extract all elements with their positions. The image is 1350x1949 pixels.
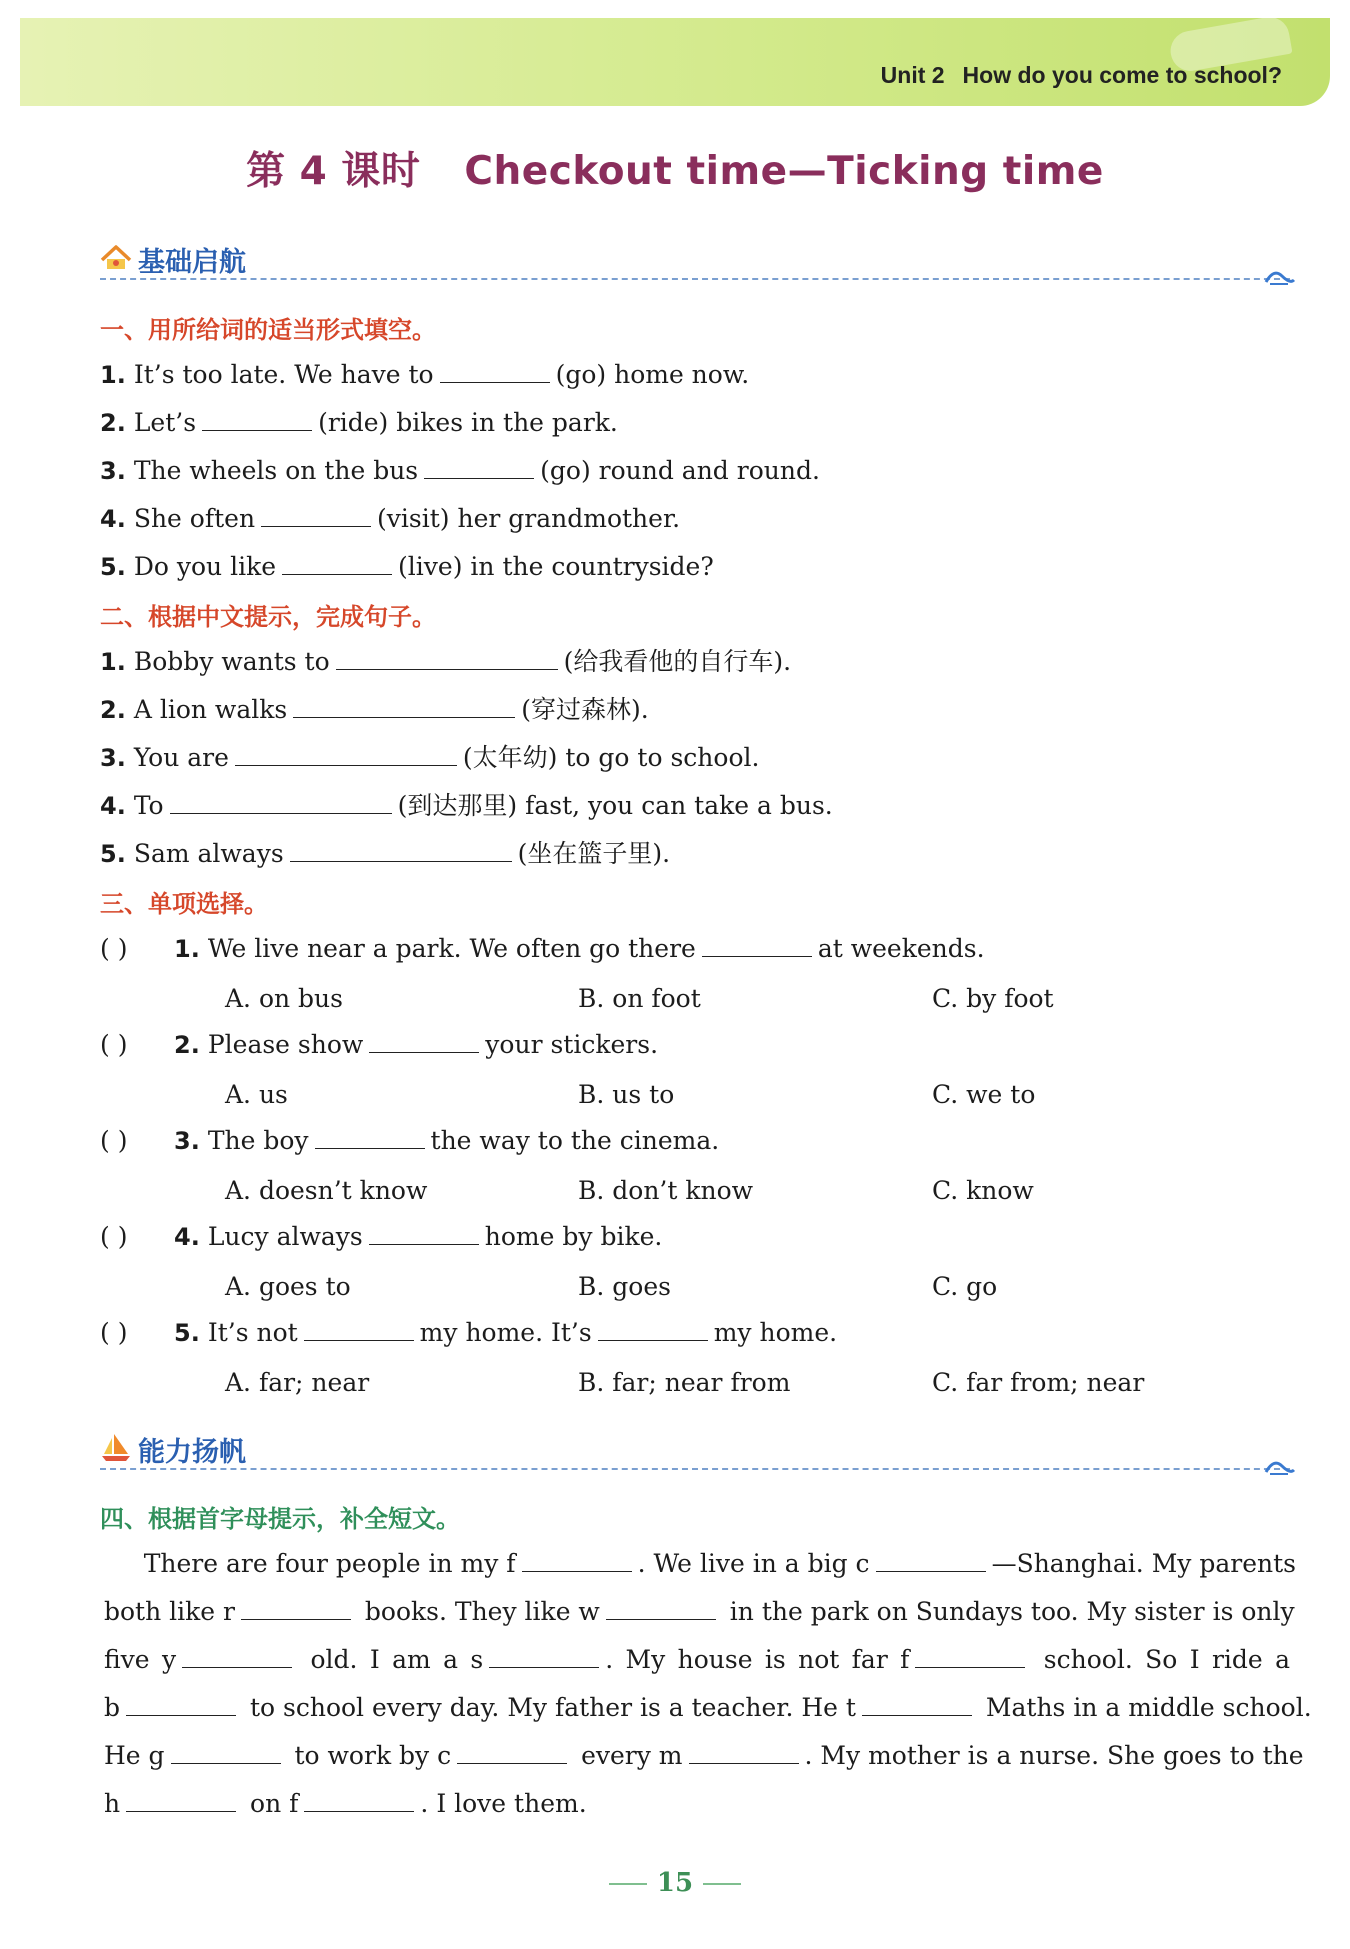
answer-blank xyxy=(315,1124,425,1149)
option-a[interactable]: A. far; near xyxy=(225,1368,370,1397)
option-c[interactable]: C. far from; near xyxy=(932,1368,1145,1397)
answer-blank xyxy=(369,1220,479,1245)
answer-paren[interactable]: ( ) xyxy=(100,1126,128,1155)
part1-item-1: 1. It’s too late. We have to (go) home now. xyxy=(100,360,750,389)
house-sun-icon xyxy=(100,242,132,272)
option-c[interactable]: C. by foot xyxy=(932,984,1054,1013)
answer-blank[interactable] xyxy=(126,1787,236,1812)
answer-blank[interactable] xyxy=(336,645,558,670)
passage-line: There are four people in my f . We live in a big c —Shanghai. My parents xyxy=(143,1549,1296,1578)
answer-blank xyxy=(702,932,812,957)
part3-question-5: ( ) 5. It’s not my home. It’s my home. xyxy=(100,1316,837,1350)
answer-blank xyxy=(304,1316,414,1341)
answer-blank[interactable] xyxy=(689,1739,799,1764)
part3-question-3: ( ) 3. The boy the way to the cinema. xyxy=(100,1124,719,1158)
part3-question-2: ( ) 2. Please show your stickers. xyxy=(100,1028,658,1062)
part1-item-2: 2. Let’s (ride) bikes in the park. xyxy=(100,408,618,437)
option-b[interactable]: B. far; near from xyxy=(578,1368,791,1397)
answer-blank[interactable] xyxy=(440,358,550,383)
option-a[interactable]: A. us xyxy=(225,1080,288,1109)
part2-item-2: 2. A lion walks (穿过森林). xyxy=(100,695,649,724)
option-c[interactable]: C. go xyxy=(932,1272,998,1301)
answer-blank[interactable] xyxy=(171,1739,281,1764)
option-a[interactable]: A. on bus xyxy=(225,984,343,1013)
part2-item-4: 4. To (到达那里) fast, you can take a bus. xyxy=(100,791,833,820)
answer-blank[interactable] xyxy=(862,1691,972,1716)
answer-blank[interactable] xyxy=(293,693,515,718)
answer-blank[interactable] xyxy=(424,454,534,479)
part2-item-3: 3. You are (太年幼) to go to school. xyxy=(100,743,760,772)
part2-item-1: 1. Bobby wants to (给我看他的自行车). xyxy=(100,647,792,676)
part2-title: 二、根据中文提示，完成句子。 xyxy=(100,603,436,631)
part3-question-1: ( ) 1. We live near a park. We often go there at weekends. xyxy=(100,932,985,966)
answer-paren[interactable]: ( ) xyxy=(100,1030,128,1059)
answer-paren[interactable]: ( ) xyxy=(100,1318,128,1347)
section-ability-title: 能力扬帆 xyxy=(138,1437,246,1468)
passage-line: b to school every day. My father is a teacher. He t Maths in a middle school. xyxy=(104,1693,1312,1722)
part3-title: 三、单项选择。 xyxy=(100,890,268,918)
part1-item-5: 5. Do you like (live) in the countryside? xyxy=(100,552,714,581)
passage-line: h on f . I love them. xyxy=(104,1789,587,1818)
unit-header xyxy=(881,62,1282,89)
answer-blank[interactable] xyxy=(182,1643,292,1668)
option-b[interactable]: B. us to xyxy=(578,1080,675,1109)
answer-blank[interactable] xyxy=(170,789,392,814)
part1-item-4: 4. She often (visit) her grandmother. xyxy=(100,504,681,533)
answer-blank[interactable] xyxy=(282,550,392,575)
section-ability-header xyxy=(100,1428,1290,1470)
option-c[interactable]: C. we to xyxy=(932,1080,1036,1109)
answer-blank[interactable] xyxy=(876,1547,986,1572)
option-b[interactable]: B. on foot xyxy=(578,984,701,1013)
divider xyxy=(609,1883,647,1885)
answer-paren[interactable]: ( ) xyxy=(100,934,128,963)
option-b[interactable]: B. goes xyxy=(578,1272,671,1301)
unit-title: How do you come to school? xyxy=(962,62,1282,88)
option-b[interactable]: B. don’t know xyxy=(578,1176,754,1205)
answer-blank[interactable] xyxy=(522,1547,632,1572)
page-number: 15 xyxy=(0,1868,1350,1898)
answer-blank[interactable] xyxy=(489,1643,599,1668)
lesson-name: Checkout time—Ticking time xyxy=(464,149,1104,194)
passage-line: five y old. I am a s . My house is not far f school. So I ride a xyxy=(104,1645,1290,1674)
answer-blank xyxy=(369,1028,479,1053)
answer-blank[interactable] xyxy=(235,741,457,766)
answer-blank[interactable] xyxy=(915,1643,1025,1668)
option-c[interactable]: C. know xyxy=(932,1176,1034,1205)
part4-title: 四、根据首字母提示，补全短文。 xyxy=(100,1505,460,1533)
option-a[interactable]: A. doesn’t know xyxy=(225,1176,428,1205)
part1-title: 一、用所给词的适当形式填空。 xyxy=(100,316,436,344)
answer-paren[interactable]: ( ) xyxy=(100,1222,128,1251)
part1-item-3: 3. The wheels on the bus (go) round and round. xyxy=(100,456,820,485)
section-basic-title: 基础启航 xyxy=(138,247,246,278)
answer-blank[interactable] xyxy=(606,1595,716,1620)
lesson-title xyxy=(0,140,1350,196)
sailboat-icon xyxy=(100,1432,132,1462)
answer-blank[interactable] xyxy=(261,502,371,527)
answer-blank[interactable] xyxy=(290,837,512,862)
answer-blank[interactable] xyxy=(304,1787,414,1812)
passage-line: both like r books. They like w in the park on Sundays too. My sister is only xyxy=(104,1597,1295,1626)
answer-blank[interactable] xyxy=(457,1739,567,1764)
option-a[interactable]: A. goes to xyxy=(225,1272,351,1301)
passage xyxy=(104,1540,1312,1828)
unit-number: Unit 2 xyxy=(880,62,945,88)
lesson-number: 第 4 课时 xyxy=(246,149,421,194)
passage-line: He g to work by c every m . My mother is a nurse. She goes to the xyxy=(104,1741,1304,1770)
answer-blank[interactable] xyxy=(202,406,312,431)
answer-blank[interactable] xyxy=(241,1595,351,1620)
wave-icon xyxy=(1264,266,1296,286)
divider xyxy=(703,1883,741,1885)
section-basic-header xyxy=(100,238,1290,280)
part3-question-4: ( ) 4. Lucy always home by bike. xyxy=(100,1220,662,1254)
part2-item-5: 5. Sam always (坐在篮子里). xyxy=(100,839,671,868)
answer-blank[interactable] xyxy=(126,1691,236,1716)
wave-icon xyxy=(1264,1456,1296,1476)
answer-blank xyxy=(598,1316,708,1341)
